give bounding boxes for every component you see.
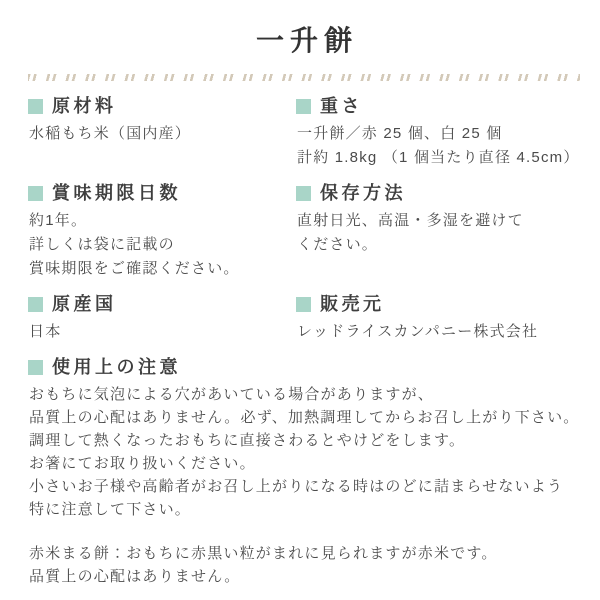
- section-origin: [28, 293, 296, 344]
- square-marker-icon: [28, 297, 43, 312]
- text-line: 賞味期限をご確認ください。: [29, 260, 240, 277]
- text-line: お箸にてお取り扱いください。: [29, 455, 256, 472]
- section-ingredients-label: 原材料: [52, 96, 117, 116]
- section-ingredients-body: [29, 122, 296, 146]
- text-line: 水稲もち米（国内産）: [29, 125, 192, 142]
- dotted-divider: [28, 74, 580, 81]
- section-weight-header: [296, 95, 580, 117]
- text-line: 品質上の心配はありません。必ず、加熱調理してからお召し上がり下さい。: [29, 409, 580, 426]
- red-rice-note: [29, 542, 580, 588]
- page-title: 一升餅: [255, 25, 358, 56]
- section-weight-body: [297, 122, 580, 170]
- square-marker-icon: [296, 99, 311, 114]
- section-storage-label: 保存方法: [320, 183, 406, 203]
- text-line: おもちに気泡による穴があいている場合がありますが、: [29, 386, 435, 403]
- section-storage: [296, 182, 580, 281]
- section-weight-label: 重さ: [320, 96, 363, 116]
- text-line: 日本: [29, 323, 62, 340]
- text-line: レッドライスカンパニー株式会社: [297, 323, 539, 340]
- section-storage-body: [297, 209, 580, 257]
- square-marker-icon: [28, 186, 43, 201]
- text-line: 赤米まる餅：おもちに赤黒い粒がまれに見られますが赤米です。: [29, 545, 498, 562]
- section-shelf-life-label: 賞味期限日数: [52, 183, 181, 203]
- text-line: 直射日光、高温・多湿を避けて: [297, 212, 524, 229]
- text-line: 調理して熱くなったおもちに直接さわるとやけどをします。: [29, 432, 466, 449]
- section-seller-label: 販売元: [320, 294, 385, 314]
- section-usage-notes-header: [28, 356, 580, 378]
- section-ingredients: [28, 95, 296, 170]
- section-usage-notes: [28, 356, 580, 588]
- section-origin-body: [29, 320, 296, 344]
- text-line: 品質上の心配はありません。: [29, 568, 241, 585]
- square-marker-icon: [296, 186, 311, 201]
- text-line: 約1年。: [29, 212, 88, 229]
- section-shelf-life-header: [28, 182, 296, 204]
- spec-grid: [28, 95, 580, 356]
- text-line: 詳しくは袋に記載の: [29, 236, 175, 253]
- section-seller-header: [296, 293, 580, 315]
- text-line: ください。: [297, 236, 379, 253]
- section-seller-body: [297, 320, 580, 344]
- section-storage-header: [296, 182, 580, 204]
- square-marker-icon: [28, 99, 43, 114]
- section-ingredients-header: [28, 95, 296, 117]
- section-weight: [296, 95, 580, 170]
- text-line: 計約 1.8kg （1 個当たり直径 4.5cm）: [297, 149, 580, 166]
- section-shelf-life-body: [29, 209, 296, 281]
- section-usage-notes-label: 使用上の注意: [52, 357, 181, 377]
- square-marker-icon: [296, 297, 311, 312]
- section-shelf-life: [28, 182, 296, 281]
- text-line: 一升餅／赤 25 個、白 25 個: [297, 125, 503, 142]
- text-line: 特に注意して下さい。: [29, 501, 192, 518]
- section-origin-label: 原産国: [52, 294, 117, 314]
- text-line: 小さいお子様や高齢者がお召し上がりになる時はのどに詰まらせないよう: [29, 478, 564, 495]
- section-origin-header: [28, 293, 296, 315]
- section-usage-notes-body: [29, 383, 580, 588]
- section-seller: [296, 293, 580, 344]
- square-marker-icon: [28, 360, 43, 375]
